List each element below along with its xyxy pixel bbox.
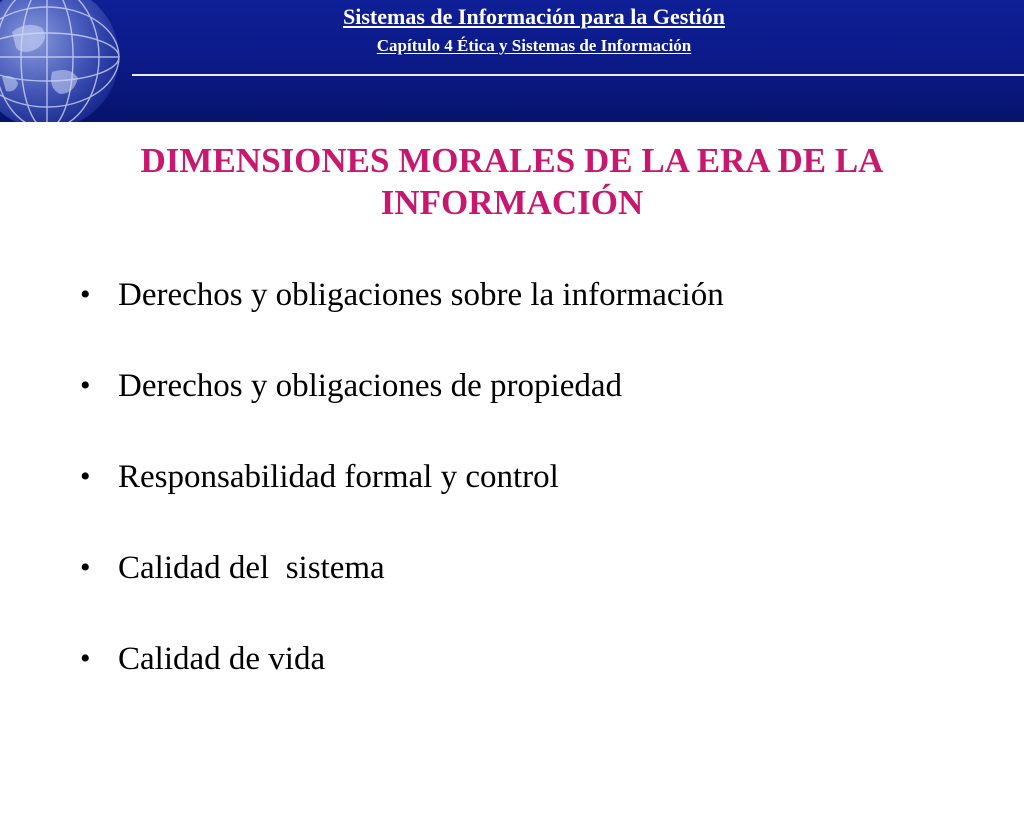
header-subtitle: Capítulo 4 Ética y Sistemas de Información — [376, 36, 692, 55]
bullet-list — [70, 272, 970, 727]
list-item — [70, 454, 970, 500]
header-banner — [0, 0, 1024, 122]
bullet-marker: • — [80, 460, 91, 493]
list-item — [70, 545, 970, 591]
bullet-text: Responsabilidad formal y control — [118, 459, 559, 495]
list-item — [70, 363, 970, 409]
bullet-marker: • — [80, 369, 91, 402]
list-item — [70, 636, 970, 682]
bullet-text: Derechos y obligaciones sobre la información — [118, 277, 724, 313]
bullet-marker: • — [80, 551, 91, 584]
list-item — [70, 272, 970, 318]
bullet-marker: • — [80, 642, 91, 675]
bullet-marker: • — [80, 278, 91, 311]
bullet-text: Derechos y obligaciones de propiedad — [118, 368, 622, 404]
header-divider — [132, 74, 1024, 76]
header-title: Sistemas de Información para la Gestión — [343, 4, 725, 29]
slide-title: DIMENSIONES MORALES DE LA ERA DE LA INFORMACIÓN — [140, 141, 884, 222]
bullet-text: Calidad de vida — [118, 641, 326, 677]
bullet-text: Calidad del sistema — [118, 550, 385, 586]
